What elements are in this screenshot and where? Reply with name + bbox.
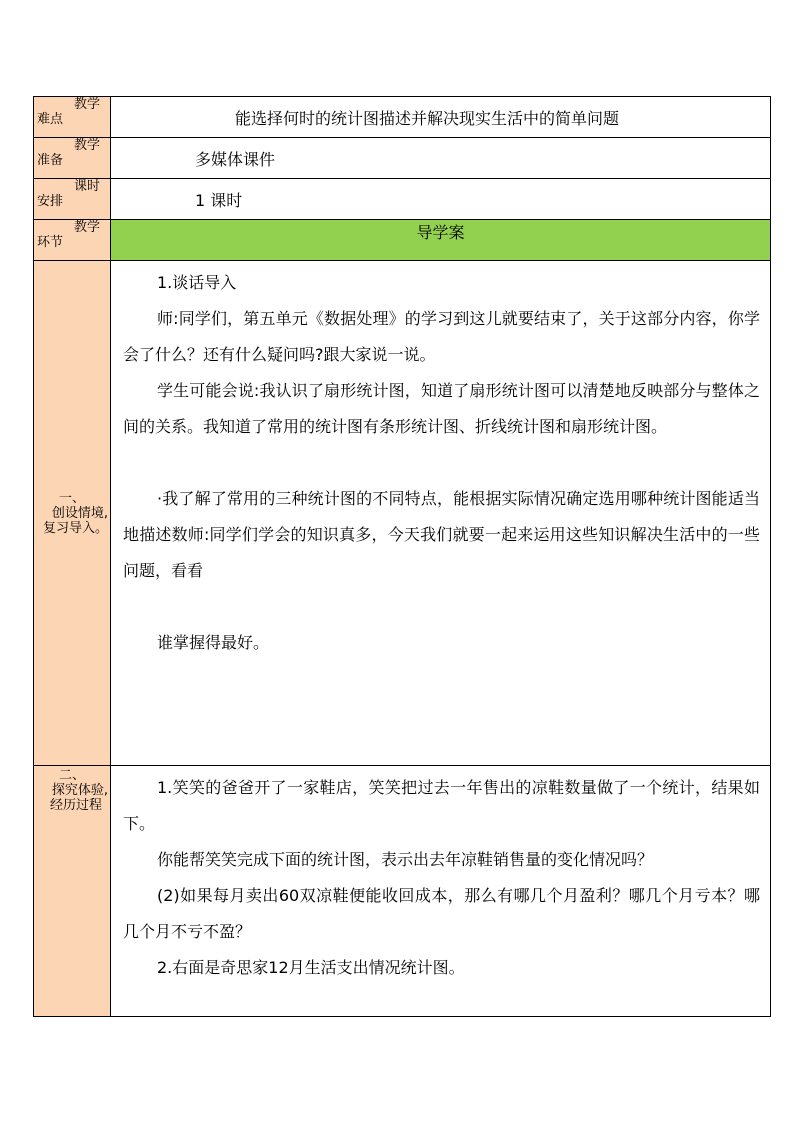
label-bottom: 环节 — [37, 235, 64, 250]
label-top: 教学 — [73, 97, 100, 112]
label-cell — [34, 179, 111, 220]
lesson-plan-table — [33, 96, 771, 1017]
row-section-2 — [34, 766, 771, 1017]
paragraph: 你能帮笑笑完成下面的统计图，表示出去年凉鞋销售量的变化情况吗？ — [157, 850, 654, 869]
paragraph: 1.谈话导入 — [157, 273, 237, 292]
label-cell — [34, 97, 111, 138]
label-top: 课时 — [73, 179, 100, 194]
section-1-number: 一、 — [58, 490, 85, 506]
section-1-content — [111, 261, 771, 766]
paragraph: 师:同学们，第五单元《数据处理》的学习到这儿就要结束了，关于这部分内容，你学会了什么？还有什么疑问吗?跟大家说一说。 — [123, 309, 760, 364]
label-cell — [34, 138, 111, 179]
paragraph: ·我了解了常用的三种统计图的不同特点，能根据实际情况确定选用哪种统计图能适当地描述数师:同学们学会的知识真多，今天我们就要一起来运用这些知识解决生活中的一些问题，看看 — [123, 489, 760, 580]
section-2-content — [111, 766, 771, 1017]
label-cell — [34, 220, 111, 261]
paragraph: (2)如果每月卖出60双凉鞋便能收回成本，那么有哪几个月盈利？哪几个月亏本？哪几个月不亏不盈？ — [123, 886, 760, 941]
row-preparation — [34, 138, 771, 179]
row-section-1 — [34, 261, 771, 766]
section-2-title-a: 探究体验, — [51, 783, 108, 798]
paragraph: 2.右面是奇思家12月生活支出情况统计图。 — [157, 958, 465, 977]
section-2-title-b: 经历过程 — [49, 798, 102, 813]
value-cell — [111, 97, 771, 138]
guide-plan-header: 导学案 — [111, 220, 771, 261]
section-1-title-a: 创设情境, — [51, 505, 108, 521]
label-bottom: 准备 — [37, 153, 64, 168]
label-top: 教学 — [73, 138, 100, 153]
paragraph: 1.笑笑的爸爸开了一家鞋店，笑笑把过去一年售出的凉鞋数量做了一个统计，结果如下。 — [123, 778, 760, 833]
label-top: 教学 — [73, 220, 100, 235]
schedule-text: 1 课时 — [195, 191, 243, 210]
paragraph: 谁掌握得最好。 — [157, 633, 270, 652]
label-bottom: 难点 — [37, 112, 64, 127]
row-schedule — [34, 179, 771, 220]
section-2-number: 二、 — [58, 768, 85, 783]
difficulty-text: 能选择何时的统计图描述并解决现实生活中的简单问题 — [235, 109, 620, 128]
row-difficulty — [34, 97, 771, 138]
preparation-text: 多媒体课件 — [195, 150, 276, 169]
section-1-title-b: 复习导入。 — [42, 520, 108, 536]
value-cell — [111, 138, 771, 179]
section-1-label — [34, 261, 111, 766]
label-bottom: 安排 — [37, 194, 64, 209]
section-2-label — [34, 766, 111, 1017]
value-cell — [111, 179, 771, 220]
row-stage — [34, 220, 771, 261]
paragraph: 学生可能会说:我认识了扇形统计图，知道了扇形统计图可以清楚地反映部分与整体之间的关系。我知道了常用的统计图有条形统计图、折线统计图和扇形统计图。 — [123, 381, 760, 436]
